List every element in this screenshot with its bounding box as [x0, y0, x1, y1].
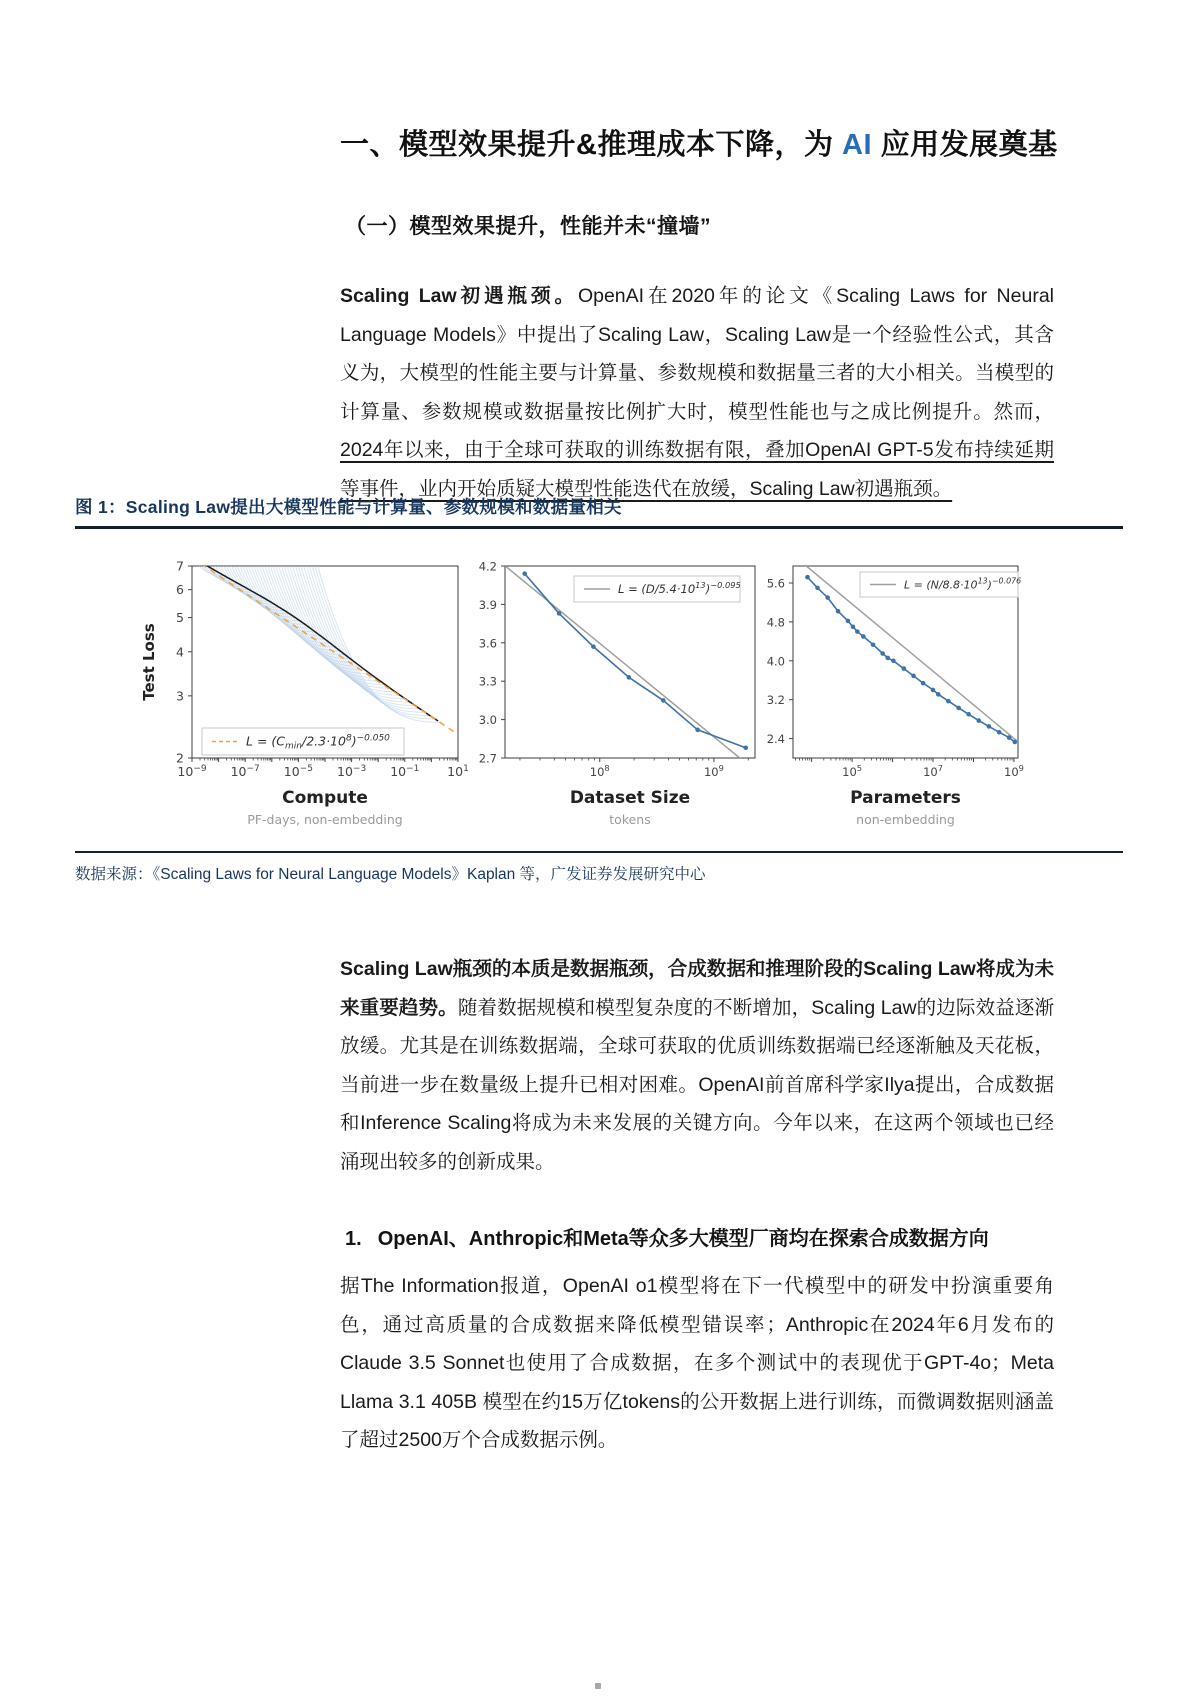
svg-text:5.6: 5.6: [766, 576, 785, 591]
svg-text:3.6: 3.6: [478, 636, 497, 651]
paragraph-underlined-claim: 2024年以来，由于全球可获取的训练数据有限，叠加OpenAI GPT-5发布持续延期等事件，业内开始质疑大模型性能迭代在放缓，Scaling Law初遇瓶颈。: [340, 439, 1054, 500]
paragraph-data-bottleneck: [340, 950, 1054, 1181]
paragraph-body: OpenAI在2020年的论文《Scaling Laws for Neural Language Models》中提出了Scaling Law，Scaling Law是一个经验性公式，其含义为，大模型的性能主要与计算量、参数规模和数据量三者的大小相关。当模型的计算量、参数规模或数据量按比例扩大时，模型性能也与之成比例提升。然而，: [340, 285, 1054, 423]
svg-text:Compute: Compute: [282, 788, 368, 808]
svg-text:7: 7: [176, 558, 184, 574]
chart-test-loss-vs-compute: [128, 515, 469, 837]
svg-text:tokens: tokens: [609, 812, 651, 827]
page-footer-dot: [595, 1683, 601, 1689]
svg-text:109: $10^9$: [1004, 763, 1024, 779]
svg-text:Dataset Size: Dataset Size: [569, 788, 691, 808]
figure-caption: 图 1：Scaling Law提出大模型性能与计算量、参数规模和数据量相关: [75, 494, 1123, 529]
svg-text:4.0: 4.0: [766, 654, 785, 669]
svg-text:4: 4: [176, 644, 184, 660]
svg-text:3.9: 3.9: [478, 597, 497, 612]
page-title-suffix: 应用发展奠基: [872, 129, 1058, 161]
chart-test-loss-vs-parameters: [750, 515, 1036, 837]
paragraph-body: 随着数据规模和模型复杂度的不断增加，Scaling Law的边际效益逐渐放缓。尤其是在训练数据端，全球可获取的优质训练数据端已经逐渐触及天花板，当前进一步在数量级上提升已相对困难。OpenAI前首席科学家Ilya提出，合成数据和Inference Scaling将成为未来发展的关键方向。今年以来，在这两个领域也已经涌现出较多的创新成果。: [340, 996, 1054, 1173]
subsection-title: OpenAI、Anthropic和Meta等众多大模型厂商均在探索合成数据方向: [377, 1228, 989, 1250]
svg-text:10−1: $10^{-1}$: [390, 764, 420, 779]
svg-text:10−5: $10^{-5}$: [283, 764, 313, 779]
svg-text:109: $10^9$: [703, 763, 724, 779]
svg-text:10−3: $10^{-3}$: [337, 764, 367, 779]
subsection-number: 1.: [345, 1228, 362, 1250]
svg-text:108: $10^8$: [589, 763, 610, 779]
chart-test-loss-vs-dataset-size: [462, 515, 762, 837]
page-title-prefix: 一、模型效果提升&推理成本下降，为: [340, 129, 843, 161]
svg-text:Parameters: Parameters: [850, 788, 961, 808]
svg-text:6: 6: [176, 582, 184, 598]
svg-text:3: 3: [176, 688, 184, 704]
svg-text:5: 5: [176, 610, 184, 626]
svg-text:2: 2: [176, 750, 184, 766]
paragraph-lead-bold: Scaling Law瓶颈的本质是数据瓶颈，合成数据和推理阶段的Scaling Law将成为未来重要趋势。: [340, 958, 1054, 1019]
svg-text:10−9: $10^{-9}$: [177, 764, 207, 779]
svg-text:Test Loss: Test Loss: [140, 623, 158, 701]
svg-text:L = (N/8.8·1013)−0.076: $L = (N/8.8\cdot 10^{13})^{-0.076}$: [904, 576, 1022, 592]
paragraph-scaling-law-intro: [340, 277, 1054, 508]
paragraph-synthetic-data-examples: 据The Information报道，OpenAI o1模型将在下一代模型中的研发中扮演重要角色，通过高质量的合成数据来降低模型错误率；Anthropic在2024年6月发布的Claude 3.5 Sonnet也使用了合成数据，在多个测试中的表现优于GPT-4o；Meta Llama 3.1 405B 模型在约15万亿tokens的公开数据上进行训练，而微调数据则涵盖了超过2500万个合成数据示例。: [340, 1275, 1054, 1451]
svg-text:4.8: 4.8: [766, 615, 785, 630]
svg-text:L = (D/5.4·1013)−0.095: $L = (D/5.4\cdot 10^{13})^{-0.095}$: [618, 580, 741, 596]
svg-text:3.0: 3.0: [478, 713, 497, 728]
section-heading: （一）模型效果提升，性能并未“撞墙”: [345, 215, 711, 238]
svg-text:PF-days, non-embedding: PF-days, non-embedding: [247, 812, 403, 827]
paragraph-lead-bold: Scaling Law初遇瓶颈。: [340, 285, 578, 307]
svg-text:101: $10^1$: [447, 764, 469, 779]
svg-text:2.7: 2.7: [478, 751, 497, 766]
figure-source: 数据来源：《Scaling Laws for Neural Language Models》Kaplan 等，广发证券发展研究中心: [75, 851, 1123, 884]
svg-text:non-embedding: non-embedding: [856, 812, 955, 827]
page-title: [340, 126, 1056, 164]
svg-text:10−7: $10^{-7}$: [230, 764, 260, 779]
page-title-ai-highlight: AI: [842, 129, 873, 161]
svg-text:3.2: 3.2: [766, 693, 785, 708]
svg-text:107: $10^7$: [923, 763, 943, 779]
svg-text:2.4: 2.4: [766, 732, 785, 747]
subsection-heading: [345, 1222, 989, 1251]
svg-text:3.3: 3.3: [478, 674, 497, 689]
svg-text:4.2: 4.2: [478, 559, 497, 574]
svg-text:105: $10^5$: [842, 763, 863, 779]
svg-text:L = (Cmin/2.3·108)−0.050: $L = (C_{min}/2.3\cdot 10^8)^{-0.050}$: [246, 733, 390, 752]
